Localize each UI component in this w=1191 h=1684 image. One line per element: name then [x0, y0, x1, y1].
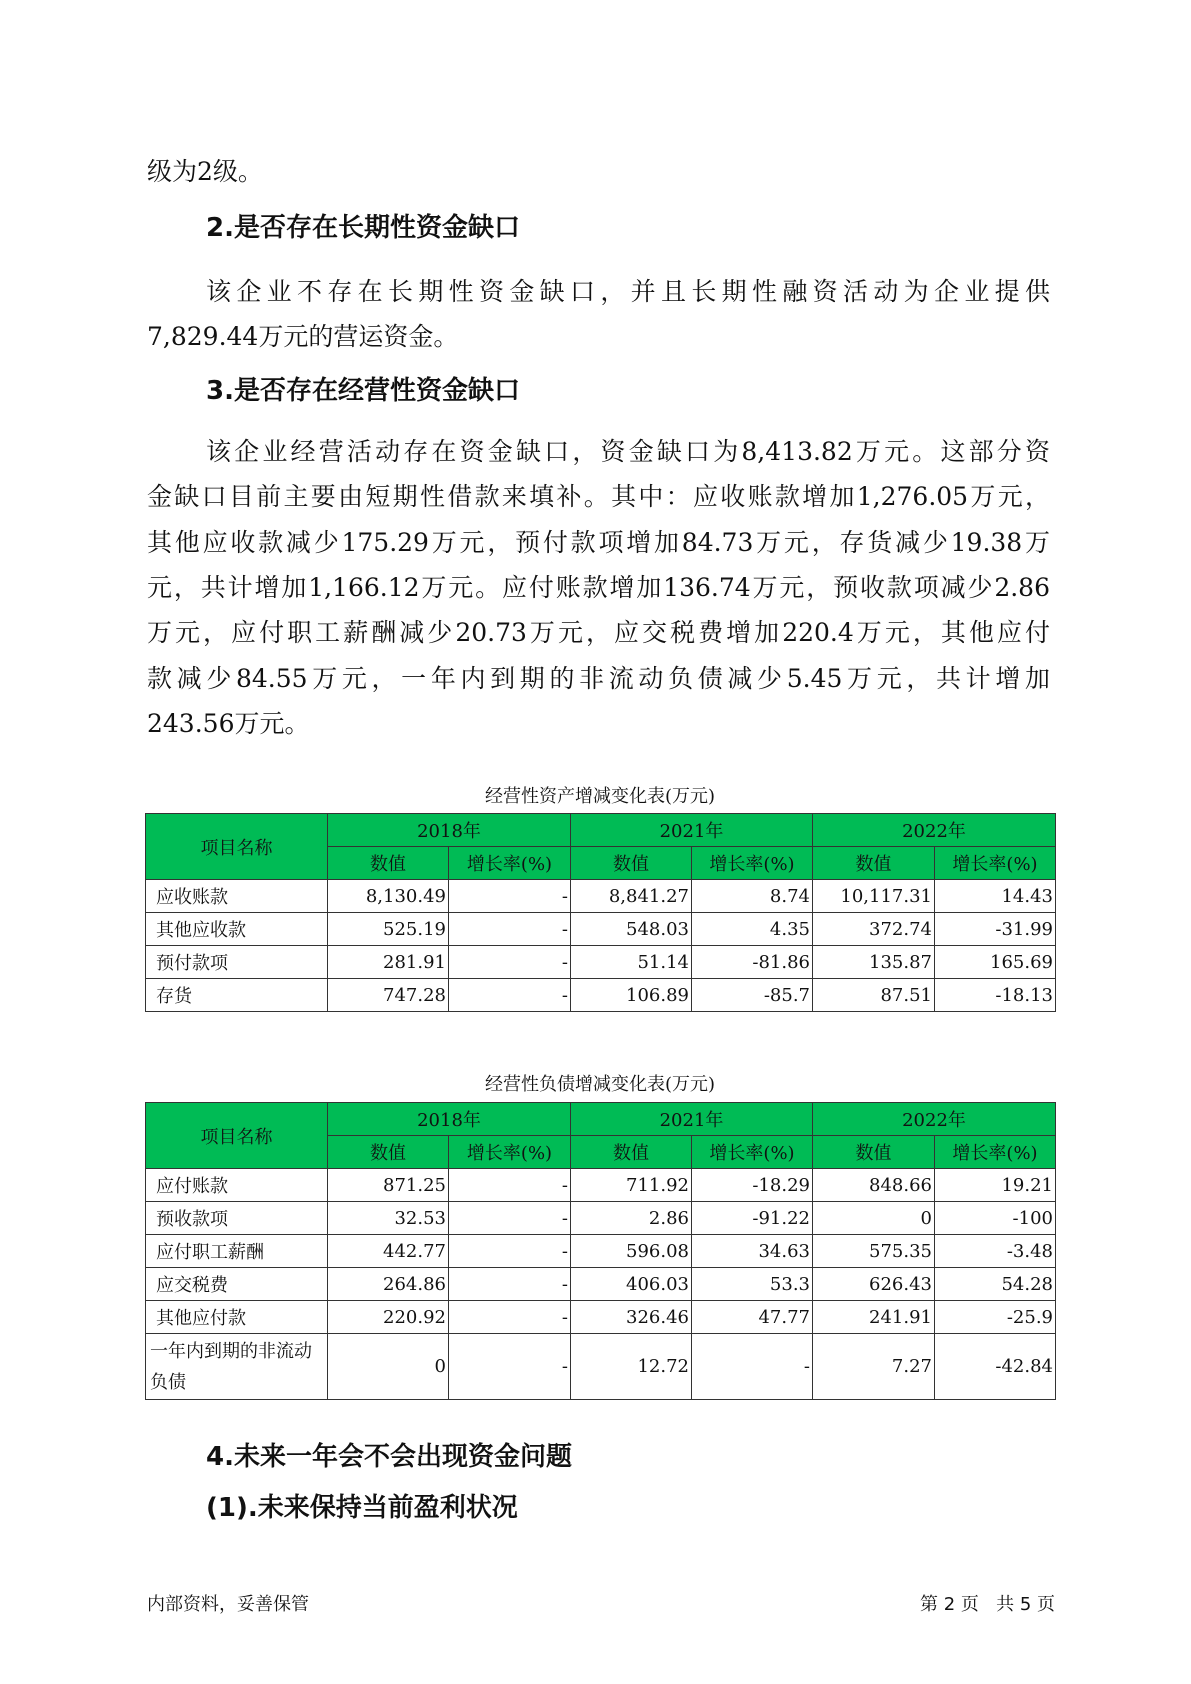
cell-value: 241.91: [813, 1301, 935, 1334]
row-label: 存货: [146, 979, 328, 1012]
table-row: [146, 946, 1056, 979]
header-value: 数值: [328, 1136, 449, 1169]
cell-value: -: [449, 913, 571, 946]
body-text: 7,829.44万元的营运资金。: [147, 322, 459, 351]
header-growth: 增长率(%): [449, 847, 571, 880]
body-text: 级为2级。: [147, 157, 263, 186]
cell-value: 0: [813, 1202, 935, 1235]
header-year: 2022年: [813, 814, 1056, 847]
cell-value: -: [449, 1268, 571, 1301]
cell-value: -18.29: [692, 1169, 813, 1202]
cell-value: 326.46: [571, 1301, 692, 1334]
cell-value: 406.03: [571, 1268, 692, 1301]
cell-value: 54.28: [935, 1268, 1056, 1301]
cell-value: 0: [328, 1334, 449, 1400]
cell-value: 871.25: [328, 1169, 449, 1202]
table-row: [146, 1235, 1056, 1268]
row-label: 一年内到期的非流动负债: [146, 1334, 328, 1400]
cell-value: 372.74: [813, 913, 935, 946]
cell-value: 220.92: [328, 1301, 449, 1334]
cell-value: -81.86: [692, 946, 813, 979]
body-text: 其他应收款减少175.29万元，预付款项增加84.73万元，存货减少19.38万: [147, 527, 1050, 557]
table-row: [146, 1169, 1056, 1202]
header-value: 数值: [328, 847, 449, 880]
header-growth: 增长率(%): [935, 1136, 1056, 1169]
table-row: [146, 1334, 1056, 1400]
body-text: 金缺口目前主要由短期性借款来填补。其中：应收账款增加1,276.05万元，: [147, 482, 1050, 512]
liabilities-table: [145, 1102, 1056, 1400]
table-row: [146, 913, 1056, 946]
cell-value: 19.21: [935, 1169, 1056, 1202]
header-value: 数值: [813, 847, 935, 880]
table-row: [146, 1301, 1056, 1334]
assets-table: [145, 813, 1056, 1012]
header-growth: 增长率(%): [449, 1136, 571, 1169]
header-value: 数值: [571, 847, 692, 880]
cell-value: 8.74: [692, 880, 813, 913]
cell-value: 47.77: [692, 1301, 813, 1334]
cell-value: -: [449, 1301, 571, 1334]
header-year: 2021年: [571, 814, 813, 847]
cell-value: 7.27: [813, 1334, 935, 1400]
cell-value: -42.84: [935, 1334, 1056, 1400]
cell-value: 8,130.49: [328, 880, 449, 913]
cell-value: 575.35: [813, 1235, 935, 1268]
body-text: 款减少84.55万元，一年内到期的非流动负债减少5.45万元，共计增加: [147, 663, 1050, 693]
cell-value: 51.14: [571, 946, 692, 979]
header-year: 2018年: [328, 1103, 571, 1136]
header-year: 2018年: [328, 814, 571, 847]
sub-heading: (1).未来保持当前盈利状况: [206, 1493, 518, 1523]
table-row: [146, 1202, 1056, 1235]
header-item: 项目名称: [146, 814, 328, 880]
body-text: 元，共计增加1,166.12万元。应付账款增加136.74万元，预收款项减少2.86: [147, 572, 1050, 602]
cell-value: 848.66: [813, 1169, 935, 1202]
cell-value: -100: [935, 1202, 1056, 1235]
cell-value: 525.19: [328, 913, 449, 946]
cell-value: -31.99: [935, 913, 1056, 946]
cell-value: 2.86: [571, 1202, 692, 1235]
header-item: 项目名称: [146, 1103, 328, 1169]
row-label: 应付账款: [146, 1169, 328, 1202]
body-text: 该企业不存在长期性资金缺口，并且长期性融资活动为企业提供: [206, 277, 1050, 306]
cell-value: -91.22: [692, 1202, 813, 1235]
row-label: 其他应付款: [146, 1301, 328, 1334]
cell-value: 711.92: [571, 1169, 692, 1202]
cell-value: 747.28: [328, 979, 449, 1012]
row-label: 其他应收款: [146, 913, 328, 946]
cell-value: 10,117.31: [813, 880, 935, 913]
cell-value: -: [449, 880, 571, 913]
cell-value: 8,841.27: [571, 880, 692, 913]
header-growth: 增长率(%): [692, 847, 813, 880]
cell-value: 12.72: [571, 1334, 692, 1400]
cell-value: 626.43: [813, 1268, 935, 1301]
section-heading: 3.是否存在经营性资金缺口: [206, 376, 520, 406]
cell-value: -: [449, 1202, 571, 1235]
cell-value: 548.03: [571, 913, 692, 946]
cell-value: -: [692, 1334, 813, 1400]
header-growth: 增长率(%): [935, 847, 1056, 880]
cell-value: -: [449, 979, 571, 1012]
table-row: [146, 880, 1056, 913]
cell-value: -25.9: [935, 1301, 1056, 1334]
section-heading: 4.未来一年会不会出现资金问题: [206, 1442, 572, 1472]
cell-value: -3.48: [935, 1235, 1056, 1268]
header-year: 2022年: [813, 1103, 1056, 1136]
cell-value: -: [449, 1169, 571, 1202]
cell-value: 53.3: [692, 1268, 813, 1301]
cell-value: -85.7: [692, 979, 813, 1012]
header-value: 数值: [813, 1136, 935, 1169]
cell-value: 281.91: [328, 946, 449, 979]
footer-note: 内部资料，妥善保管: [147, 1594, 309, 1615]
header-value: 数值: [571, 1136, 692, 1169]
cell-value: 87.51: [813, 979, 935, 1012]
section-heading: 2.是否存在长期性资金缺口: [206, 213, 520, 243]
cell-value: 4.35: [692, 913, 813, 946]
cell-value: 135.87: [813, 946, 935, 979]
table-caption: 经营性负债增减变化表(万元): [484, 1074, 716, 1095]
body-text: 243.56万元。: [147, 708, 310, 738]
table-row: [146, 979, 1056, 1012]
header-growth: 增长率(%): [692, 1136, 813, 1169]
body-text: 该企业经营活动存在资金缺口，资金缺口为8,413.82万元。这部分资: [206, 437, 1050, 466]
cell-value: -: [449, 946, 571, 979]
cell-value: 34.63: [692, 1235, 813, 1268]
cell-value: 14.43: [935, 880, 1056, 913]
cell-value: 596.08: [571, 1235, 692, 1268]
page-number: 第 2 页 共 5 页: [920, 1594, 1055, 1615]
row-label: 预收款项: [146, 1202, 328, 1235]
row-label: 预付款项: [146, 946, 328, 979]
cell-value: -18.13: [935, 979, 1056, 1012]
cell-value: 165.69: [935, 946, 1056, 979]
row-label: 应交税费: [146, 1268, 328, 1301]
cell-value: 442.77: [328, 1235, 449, 1268]
table-row: [146, 1268, 1056, 1301]
body-text: 万元，应付职工薪酬减少20.73万元，应交税费增加220.4万元，其他应付: [147, 618, 1050, 648]
cell-value: -: [449, 1235, 571, 1268]
cell-value: 264.86: [328, 1268, 449, 1301]
header-year: 2021年: [571, 1103, 813, 1136]
cell-value: 32.53: [328, 1202, 449, 1235]
table-caption: 经营性资产增减变化表(万元): [484, 786, 716, 807]
row-label: 应付职工薪酬: [146, 1235, 328, 1268]
row-label: 应收账款: [146, 880, 328, 913]
cell-value: -: [449, 1334, 571, 1400]
cell-value: 106.89: [571, 979, 692, 1012]
